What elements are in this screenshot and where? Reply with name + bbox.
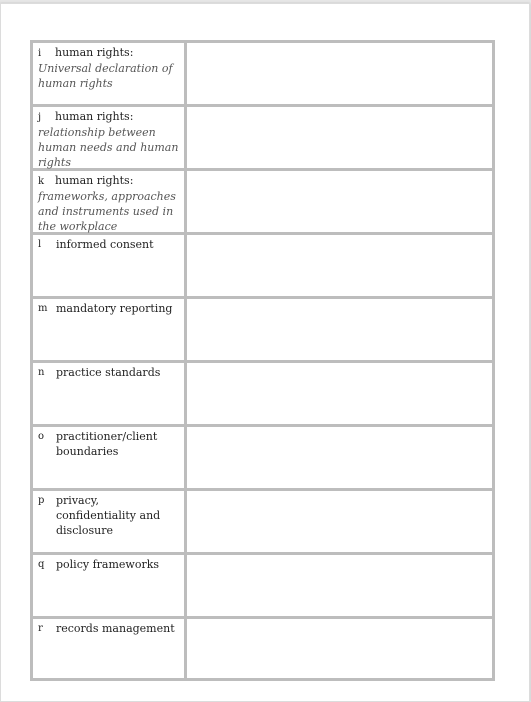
row-letter: k (38, 176, 45, 187)
topic-subtitle: Universal declaration of human rights (38, 62, 173, 90)
topic-label: human rights: (55, 110, 134, 123)
row-letter: m (38, 303, 48, 314)
table-row (33, 107, 492, 171)
topic-cell (33, 363, 184, 380)
row-letter: q (38, 559, 45, 570)
table-row (33, 171, 492, 235)
row-letter: i (38, 48, 42, 59)
response-cell[interactable] (187, 43, 492, 104)
topic-cell (33, 427, 184, 459)
topic-label: informed consent (56, 238, 154, 251)
row-letter: p (38, 495, 45, 506)
table-row (33, 491, 492, 555)
row-letter: n (38, 367, 45, 378)
topic-cell (33, 555, 184, 572)
response-cell[interactable] (187, 491, 492, 552)
topic-cell (33, 171, 184, 234)
topic-label: practitioner/client boundaries (56, 430, 158, 458)
response-cell[interactable] (187, 235, 492, 296)
topic-cell (33, 491, 184, 538)
topic-subtitle: relationship between human needs and human rights (38, 126, 179, 169)
table-row (33, 43, 492, 107)
row-letter: r (38, 623, 43, 634)
table-row (33, 619, 492, 678)
topic-label: human rights: (55, 46, 134, 59)
table-row (33, 235, 492, 299)
response-cell[interactable] (187, 555, 492, 616)
topic-cell (33, 235, 184, 252)
response-cell[interactable] (187, 299, 492, 360)
topic-label: practice standards (56, 366, 161, 379)
table-row (33, 427, 492, 491)
table-row (33, 299, 492, 363)
response-cell[interactable] (187, 171, 492, 232)
topic-label: records management (56, 622, 175, 635)
table-row (33, 555, 492, 619)
topic-label: policy frameworks (56, 558, 160, 571)
document-page (0, 3, 530, 702)
topic-cell (33, 299, 184, 316)
response-cell[interactable] (187, 619, 492, 678)
topic-label: privacy, confidentiality and disclosure (56, 494, 161, 537)
row-letter: j (38, 112, 42, 123)
topic-cell (33, 107, 184, 170)
topic-label: human rights: (55, 174, 134, 187)
response-cell[interactable] (187, 107, 492, 168)
topic-label: mandatory reporting (56, 302, 173, 315)
table-row (33, 363, 492, 427)
row-letter: l (38, 239, 42, 250)
response-cell[interactable] (187, 363, 492, 424)
topics-table (30, 40, 495, 681)
row-letter: o (38, 431, 45, 442)
topic-cell (33, 619, 184, 636)
response-cell[interactable] (187, 427, 492, 488)
topic-subtitle: frameworks, approaches and instruments used in the workplace (38, 190, 176, 233)
topic-cell (33, 43, 184, 91)
